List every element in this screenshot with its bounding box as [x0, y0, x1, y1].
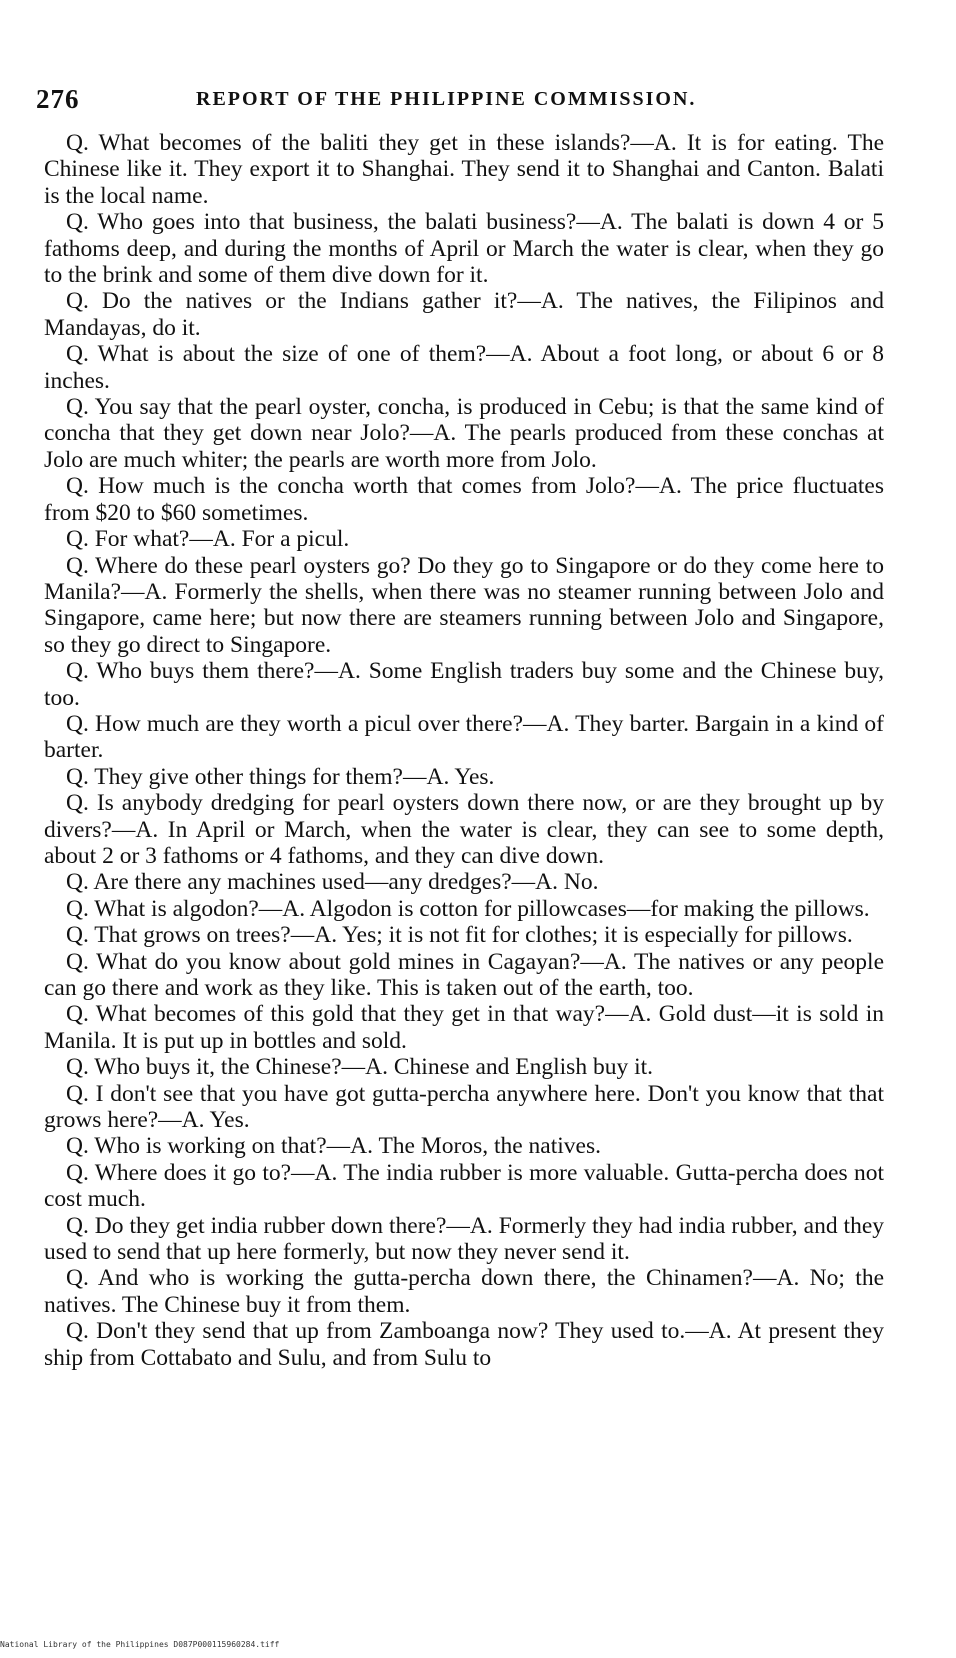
paragraph: Q. What becomes of the baliti they get in these islands?—A. It is for eating. The Chinese like it. They export it to Shanghai. They send it to Shanghai and Canton. Balati is the local name. [44, 130, 884, 209]
paragraph: Q. Who buys them there?—A. Some English traders buy some and the Chinese buy, too. [44, 658, 884, 711]
paragraph: Q. I don't see that you have got gutta-percha anywhere here. Don't you know that that grows here?—A. Yes. [44, 1080, 884, 1134]
paragraph: Q. How much is the concha worth that comes from Jolo?—A. The price fluctuates from $20 to $60 sometimes. [44, 473, 884, 526]
paragraph: Q. What is algodon?—A. Algodon is cotton for pillowcases—for making the pillows. [66, 895, 870, 922]
paragraph: Q. What do you know about gold mines in Cagayan?—A. The natives or any people can go there and work as they like. This is taken out of the earth, too. [44, 948, 884, 1001]
running-head: REPORT OF THE PHILIPPINE COMMISSION. [196, 88, 697, 110]
paragraph: Q. Do the natives or the Indians gather it?—A. The natives, the Filipinos and Mandayas, do it. [44, 288, 884, 341]
paragraph: Q. That grows on trees?—A. Yes; it is not fit for clothes; it is especially for pillows. [66, 922, 853, 949]
paragraph: Q. For what?—A. For a picul. [66, 526, 350, 553]
paragraph: Q. Who goes into that business, the balati business?—A. The balati is down 4 or 5 fathoms deep, and during the months of April or March the water is clear, when they go to the brink and some of them dive down for it. [44, 209, 884, 289]
paragraph: Q. How much are they worth a picul over there?—A. They barter. Bargain in a kind of barter. [44, 710, 884, 764]
paragraph: Q. What becomes of this gold that they get in that way?—A. Gold dust—it is sold in Manila. It is put up in bottles and sold. [44, 1001, 884, 1054]
paragraph: Q. Who buys it, the Chinese?—A. Chinese and English buy it. [66, 1054, 654, 1081]
paragraph: Q. They give other things for them?—A. Yes. [66, 763, 495, 790]
paragraph: Q. You say that the pearl oyster, concha, is produced in Cebu; is that the same kind of concha that they get down near Jolo?—A. The pearls produced from these conchas at Jolo are much whiter; the pearls are worth more from Jolo. [44, 394, 884, 473]
page-number: 276 [36, 84, 80, 114]
paragraph: Q. Where does it go to?—A. The india rubber is more valuable. Gutta-percha does not cost much. [44, 1159, 884, 1213]
page-header [36, 84, 884, 114]
scan-credit: National Library of the Philippines D087P000115960284.tiff [0, 1640, 280, 1649]
document-body [44, 130, 884, 1371]
paragraph: Q. Are there any machines used—any dredges?—A. No. [66, 869, 599, 896]
paragraph: Q. Don't they send that up from Zamboanga now? They used to.—A. At present they ship from Cottabato and Sulu, and from Sulu to [44, 1318, 884, 1371]
paragraph: Q. Do they get india rubber down there?—A. Formerly they had india rubber, and they used to send that up here formerly, but now they never send it. [44, 1212, 884, 1266]
paragraph: Q. Where do these pearl oysters go? Do they go to Singapore or do they come here to Manila?—A. Formerly the shells, when there was no steamer running between Jolo and Singapore, came here; but now there are steamers running between Jolo and Singapore, so they go direct to Singapore. [44, 552, 884, 658]
paragraph: Q. Who is working on that?—A. The Moros, the natives. [66, 1133, 601, 1160]
paragraph: Q. What is about the size of one of them?—A. About a foot long, or about 6 or 8 inches. [44, 341, 884, 394]
paragraph: Q. Is anybody dredging for pearl oysters down there now, or are they brought up by divers?—A. In April or March, when the water is clear, they can see to some depth, about 2 or 3 fathoms or 4 fathoms, and they can dive down. [44, 790, 884, 869]
paragraph: Q. And who is working the gutta-percha down there, the Chinamen?—A. No; the natives. The Chinese buy it from them. [44, 1265, 884, 1318]
